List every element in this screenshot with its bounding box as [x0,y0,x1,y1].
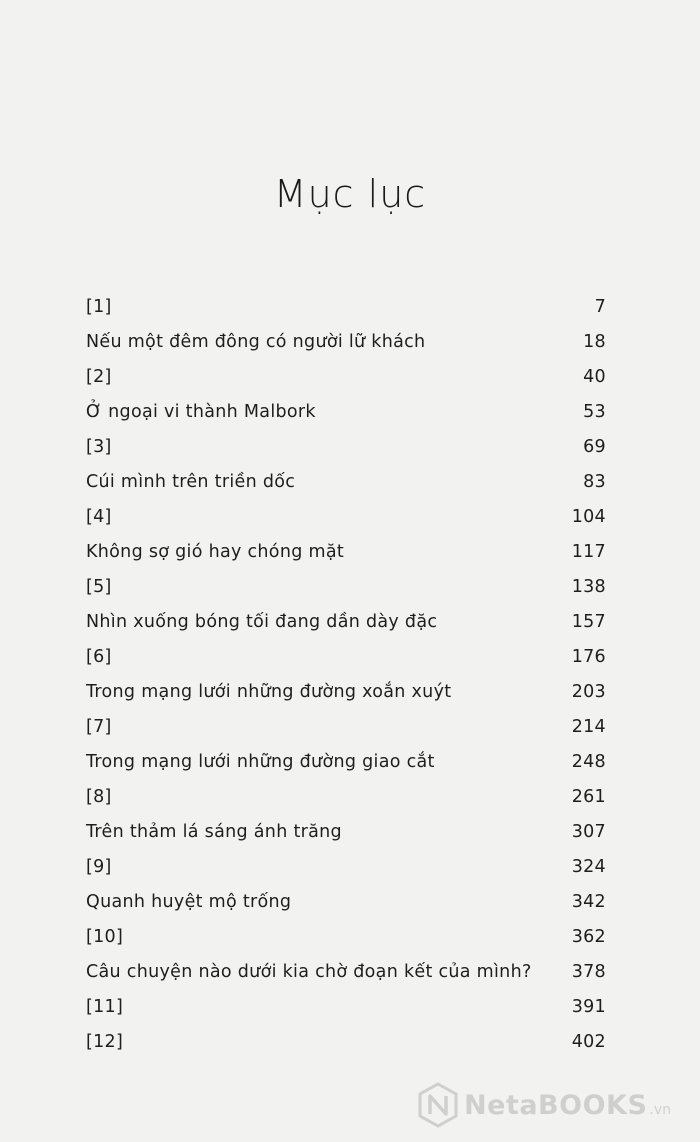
toc-entry-21 [86,990,606,1025]
toc-entry-page: 53 [583,402,606,422]
toc-entry-page: 391 [571,997,606,1017]
toc-entry-14 [86,745,606,780]
toc-entry-page: 378 [571,962,606,982]
toc-entry-2 [86,325,606,360]
toc-entry-3 [86,360,606,395]
toc-entry-title: Ở ngoại vi thành Malbork [86,402,316,422]
toc-entry-13 [86,710,606,745]
watermark-brand: NetaBOOKS [464,1089,648,1121]
toc-entry-20 [86,955,606,990]
toc-entry-title: Cúi mình trên triền dốc [86,472,296,492]
toc-entry-title: Quanh huyệt mộ trống [86,892,292,912]
toc-entry-page: 261 [571,787,606,807]
toc-entry-title: Trên thảm lá sáng ánh trăng [86,822,342,842]
toc-entry-title: [5] [86,577,112,597]
toc-entry-title: [7] [86,717,112,737]
toc-entry-title: Nếu một đêm đông có người lữ khách [86,332,426,352]
toc-entry-page: 342 [571,892,606,912]
toc-entry-title: Câu chuyện nào dưới kia chờ đoạn kết của mình? [86,962,532,982]
toc-entry-page: 362 [571,927,606,947]
toc-entry-1 [86,290,606,325]
toc-entry-page: 40 [583,367,606,387]
toc-entry-15 [86,780,606,815]
toc-entry-title: [9] [86,857,112,877]
toc-entry-6 [86,465,606,500]
table-of-contents [86,290,606,1060]
toc-entry-9 [86,570,606,605]
toc-entry-8 [86,535,606,570]
watermark-tld: .vn [649,1102,671,1118]
toc-entry-4 [86,395,606,430]
toc-entry-page: 324 [571,857,606,877]
toc-entry-title: Không sợ gió hay chóng mặt [86,542,345,562]
toc-entry-page: 83 [583,472,606,492]
toc-entry-page: 248 [571,752,606,772]
toc-entry-10 [86,605,606,640]
toc-entry-title: [6] [86,647,112,667]
toc-entry-page: 18 [583,332,606,352]
toc-entry-page: 214 [571,717,606,737]
toc-entry-page: 307 [571,822,606,842]
toc-entry-title: [10] [86,927,124,947]
toc-entry-title: [4] [86,507,112,527]
toc-entry-title: Trong mạng lưới những đường xoắn xuýt [86,682,452,702]
toc-entry-22 [86,1025,606,1060]
toc-entry-7 [86,500,606,535]
toc-entry-page: 104 [571,507,606,527]
toc-entry-page: 117 [571,542,606,562]
toc-entry-title: [12] [86,1032,124,1052]
toc-entry-12 [86,675,606,710]
toc-entry-19 [86,920,606,955]
toc-entry-17 [86,850,606,885]
toc-entry-title: Nhìn xuống bóng tối đang dần dày đặc [86,612,438,632]
toc-entry-11 [86,640,606,675]
toc-entry-title: [8] [86,787,112,807]
toc-entry-title: Trong mạng lưới những đường giao cắt [86,752,435,772]
toc-entry-title: [11] [86,997,124,1017]
neta-logo-icon [418,1082,458,1128]
toc-entry-page: 176 [571,647,606,667]
toc-entry-18 [86,885,606,920]
toc-entry-title: [2] [86,367,112,387]
page-title: Mục lục [273,172,427,216]
toc-entry-title: [1] [86,297,112,317]
toc-entry-page: 203 [571,682,606,702]
toc-entry-page: 138 [571,577,606,597]
toc-entry-5 [86,430,606,465]
toc-entry-page: 69 [583,437,606,457]
watermark [418,1078,700,1132]
toc-entry-page: 402 [571,1032,606,1052]
toc-entry-title: [3] [86,437,112,457]
toc-entry-page: 157 [571,612,606,632]
toc-entry-page: 7 [594,297,606,317]
toc-entry-16 [86,815,606,850]
